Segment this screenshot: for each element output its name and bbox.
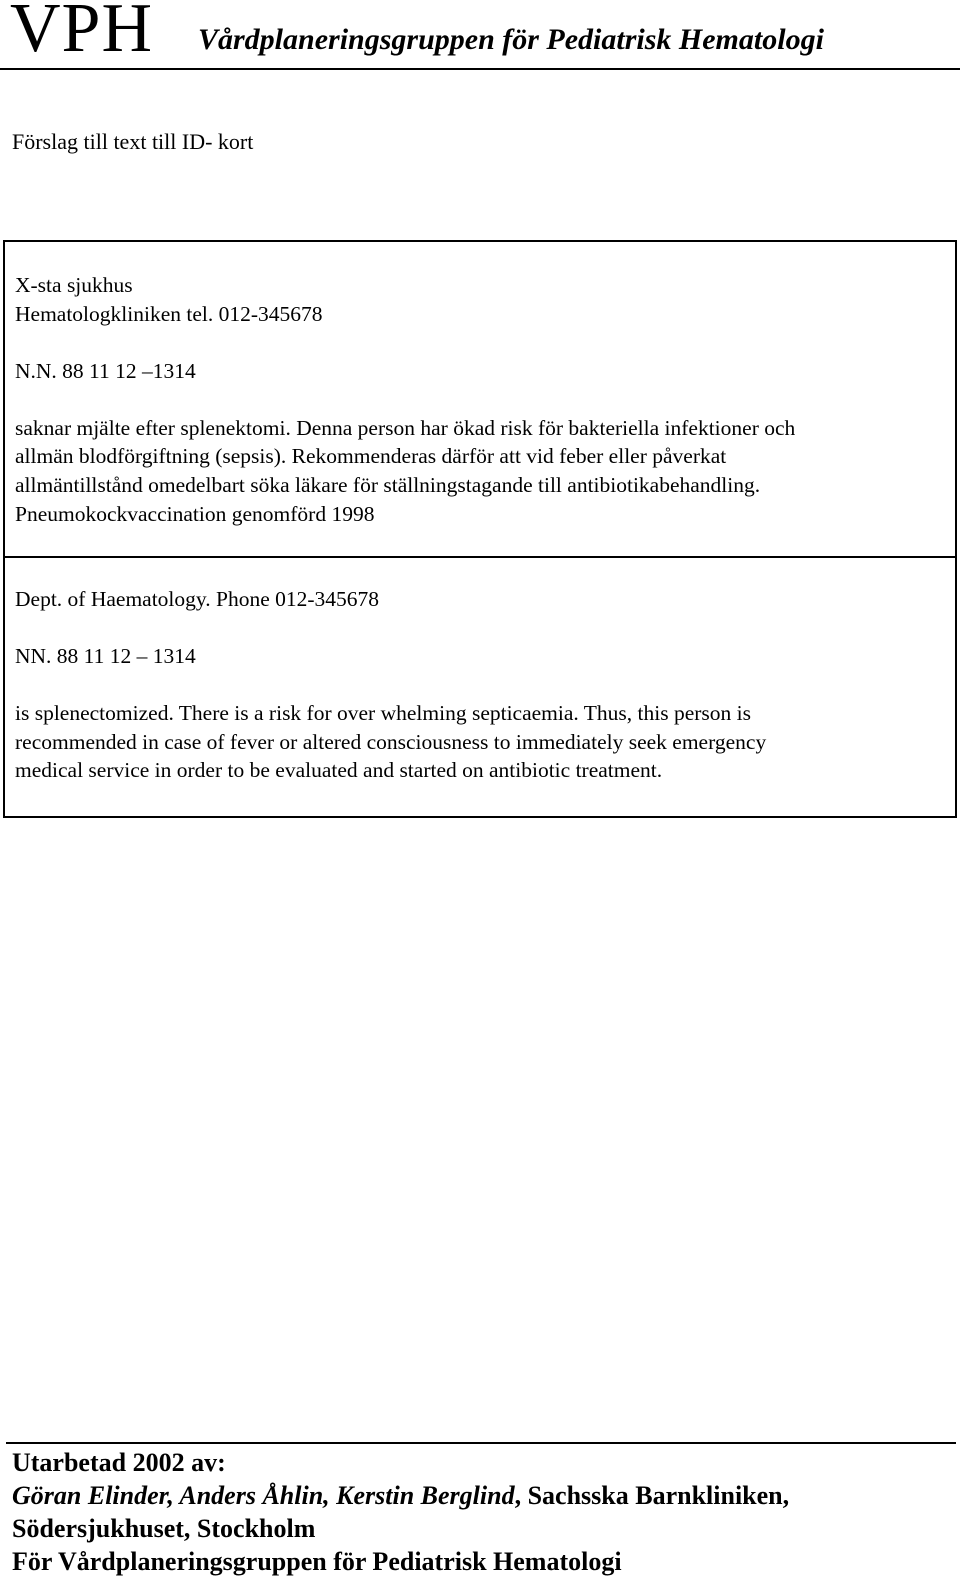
- card-text-line: allmän blodförgiftning (sepsis). Rekommenderas därför att vid feber eller påverkat: [15, 444, 727, 468]
- patient-id: N.N. 88 11 12 –1314: [15, 359, 196, 383]
- document-title: Förslag till text till ID- kort: [12, 129, 254, 154]
- card-text-line: medical service in order to be evaluated and started on antibiotic treatment.: [15, 758, 663, 782]
- id-card-english: [3, 556, 957, 818]
- vph-logo: VPH: [10, 0, 154, 67]
- card-text-line: Pneumokockvaccination genomförd 1998: [15, 502, 375, 526]
- affiliation-hospital: Södersjukhuset, Stockholm: [12, 1514, 316, 1543]
- authors-line: [12, 1479, 789, 1512]
- card-text-line: recommended in case of fever or altered consciousness to immediately seek emergency: [15, 730, 767, 754]
- page-header: [0, 0, 960, 70]
- card-text-line: allmäntillstånd omedelbart söka läkare för ställningstagande till antibiotikabehandling.: [15, 473, 761, 497]
- affiliation-group: För Vårdplaneringsgruppen för Pediatrisk Hematologi: [12, 1547, 622, 1576]
- id-card-swedish: [3, 240, 957, 558]
- dept-phone: Dept. of Haematology. Phone 012-345678: [15, 587, 380, 611]
- affiliation: , Sachsska Barnkliniken,: [514, 1481, 790, 1510]
- card-text-line: saknar mjälte efter splenektomi. Denna person har ökad risk för bakteriella infektioner och: [15, 416, 796, 440]
- patient-id: NN. 88 11 12 – 1314: [15, 644, 196, 668]
- authors: Göran Elinder, Anders Åhlin, Kerstin Berglind: [12, 1481, 515, 1510]
- organization-name: Vårdplaneringsgruppen för Pediatrisk Hematologi: [198, 23, 824, 56]
- footer-divider: [6, 1442, 956, 1444]
- hospital-name: X-sta sjukhus: [15, 273, 133, 297]
- prepared-label: Utarbetad 2002 av:: [12, 1448, 226, 1477]
- footer: [12, 1446, 789, 1578]
- card-text-line: is splenectomized. There is a risk for over whelming septicaemia. Thus, this person is: [15, 701, 752, 725]
- clinic-phone: Hematologkliniken tel. 012-345678: [15, 302, 323, 326]
